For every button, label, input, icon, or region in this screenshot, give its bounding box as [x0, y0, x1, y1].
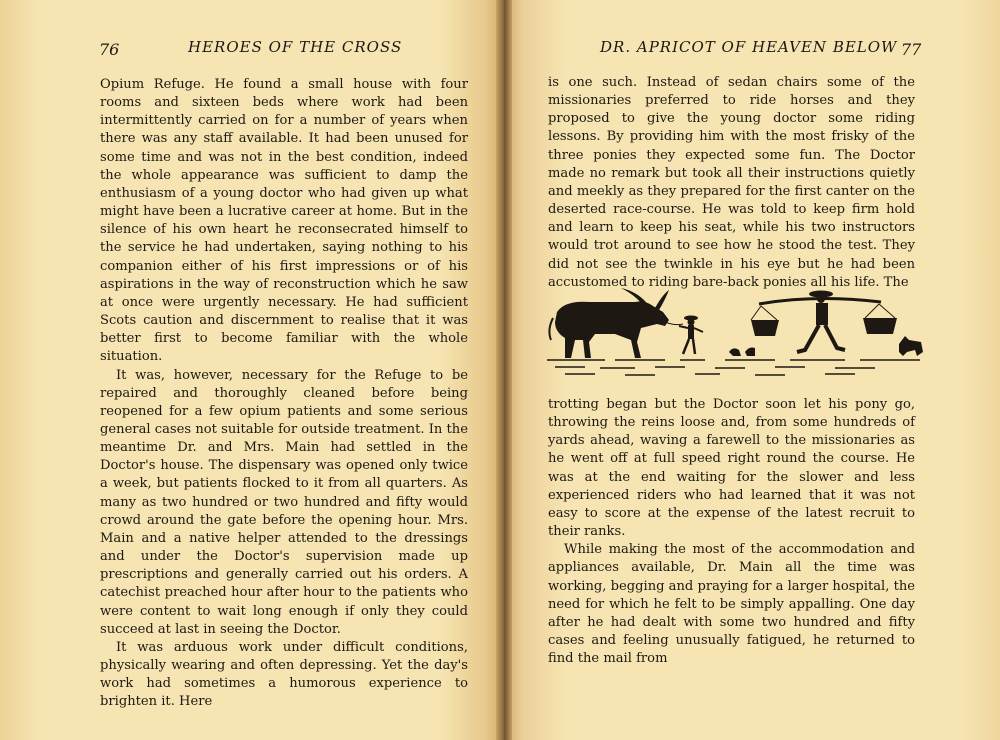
small-animals [729, 348, 755, 357]
page-number-right: 77 [901, 40, 922, 59]
paragraph: While making the most of the accommodation and appliances available, Dr. Main all the time was working, begging and praying for a larger hospital, the need for which he felt to be simply appalling. One day after he had dealt with some two hundred and fifty cases and feeling unusually fatigued, he returned to find the mail from [548, 542, 916, 667]
right-page-body-bottom [548, 396, 915, 668]
ox [549, 288, 669, 358]
paragraph: trotting began but the Doctor soon let his pony go, throwing the reins loose and, from some hundreds of yards ahead, waving a farewell to the missionaries as he went off at full speed right round the course. He was at the end waiting for the slower and less experienced riders who had learned that it was not easy to score at the expense of the latest recruit to their ranks. [548, 397, 915, 540]
page-number-left: 76 [99, 40, 120, 59]
child-figure [679, 316, 703, 355]
paragraph: It was, however, necessary for the Refuge to be repaired and thoroughly cleaned before being reopened for a few opium patients and some serious general cases not suitable for outside treatment. In the meantime Dr. and Mrs. Main had settled in the Doctor's house. The dispensary was opened only twice a week, but patients flocked to it from all quarters. As many as two hundred or two hundred and fifty would crowd around the gate before the opening hour. Mrs. Main and a native helper attended to the dressings and under the Doctor's supervision made up prescriptions and generally carried out his orders. A catechist preached hour after hour to the patients who were content to wait long enough if only they could succeed at last in seeing the Doctor. [100, 367, 468, 637]
ground-lines [547, 360, 920, 375]
running-head-right: DR. APRICOT OF HEAVEN BELOW [600, 38, 898, 56]
dog [899, 336, 923, 356]
paragraph: Opium Refuge. He found a small house with four rooms and sixteen beds where work had been intermittently carried on for a number of years when there was any staff available. It had been unused for some time and was not in the best condition, indeed the whole appearance was sufficient to damp the enthusiasm of a young doctor who had given up what might have been a lucrative career at home. But in the silence of his own heart he reconsecrated himself to the service he had undertaken, saying nothing to his companion either of his first impressions or of his aspirations in the way of reconstruction which he saw at once were urgently necessary. He had sufficient Scots caution and discernment to realise that it was better first to become familiar with the whole situation. [100, 77, 468, 365]
book-gutter [496, 0, 512, 740]
carrier-figure [751, 291, 897, 353]
ox-and-carrier-illustration [545, 282, 925, 382]
paragraph: It was arduous work under difficult conditions, physically wearing and often depressing. Yet the day's work had sometimes a humorous experience to brighten it. Here [100, 639, 468, 710]
left-page-body [100, 76, 468, 711]
paragraph: is one such. Instead of sedan chairs some of the missionaries preferred to ride horses and they proposed to give the young doctor some riding lessons. By providing him with the most frisky of the three ponies they expected some fun. The Doctor made no remark but took all their instructions quietly and meekly as they prepared for the first canter on the deserted race-course. He was told to keep firm hold and learn to keep his seat, while his two instructors would trot around to see how he stood the test. They did not see the twinkle in his eye but he had been accustomed to riding bare-back ponies all his life. The [548, 75, 915, 290]
running-head-left: HEROES OF THE CROSS [188, 38, 403, 56]
right-page-body-top [548, 74, 915, 292]
